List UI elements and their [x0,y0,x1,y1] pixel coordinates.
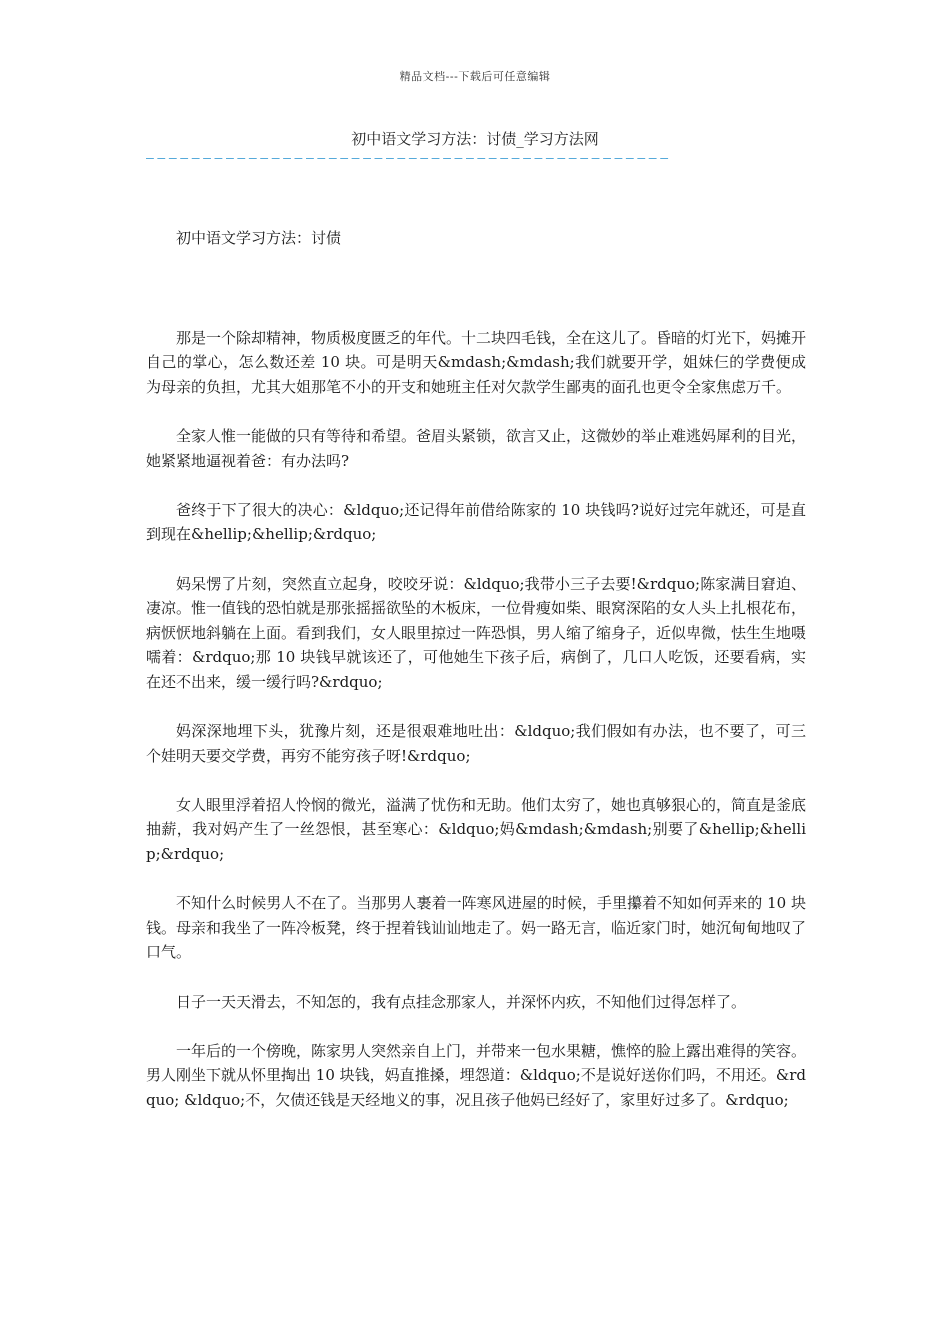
paragraph: 妈呆愣了片刻，突然直立起身，咬咬牙说：&ldquo;我带小三子去要!&rdquo;陈家满目窘迫、凄凉。惟一值钱的恐怕就是那张摇摇欲坠的木板床，一位骨瘦如柴、眼窝深陷的女人头上扎根花布，病恹恹地斜躺在上面。看到我们，女人眼里掠过一阵恐惧，男人缩了缩身子，近似卑微，怯生生地嗫嚅着：&rdquo;那 10 块钱早就该还了，可他她生下孩子后，病倒了，几口人吃饭，还要看病，实在还不出来，缓一缓行吗?&rdquo; [146,574,807,691]
header-note: 精品文档---下载后可任意编辑 [399,70,551,83]
paragraph: 女人眼里浮着招人怜悯的微光，溢满了忧伤和无助。他们太穷了，她也真够狠心的，简直是釜底抽薪，我对妈产生了一丝怨恨，甚至寒心：&ldquo;妈&mdash;&mdash;别要了&hellip;&hellip;&rdquo; [146,795,807,864]
paragraph: 一年后的一个傍晚，陈家男人突然亲自上门，并带来一包水果糖，憔悴的脸上露出难得的笑容。男人刚坐下就从怀里掏出 10 块钱，妈直推搡，埋怨道：&ldquo;不是说好送你们吗，不用还。&rdquo; &ldquo;不，欠债还钱是天经地义的事，况且孩子他妈已经好了，家里好过多了。&rdquo; [146,1041,807,1109]
paragraph: 爸终于下了很大的决心：&ldquo;还记得年前借给陈家的 10 块钱吗?说好过完年就还，可是直到现在&hellip;&hellip;&rdquo; [146,500,806,544]
paragraph: 妈深深地埋下头，犹豫片刻，还是很艰难地吐出：&ldquo;我们假如有办法，也不要了，可三个娃明天要交学费，再穷不能穷孩子呀!&rdquo; [146,722,806,765]
title-divider-rule: —————————————————————————————————————————————— [146,152,672,166]
paragraph: 全家人惟一能做的只有等待和希望。爸眉头紧锁，欲言又止，这微妙的举止难逃妈犀利的目光，她紧紧地逼视着爸：有办法吗? [146,426,807,470]
paragraph: 那是一个除却精神，物质极度匮乏的年代。十二块四毛钱，全在这儿了。昏暗的灯光下，妈摊开自己的掌心，怎么数还差 10 块。可是明天&mdash;&mdash;我们就要开学，姐妹仨的学费便成为母亲的负担，尤其大姐那笔不小的开支和她班主任对欠款学生鄙夷的面孔也更令全家焦虑万千。 [146,328,807,396]
article-subtitle: 初中语文学习方法：讨债 [176,229,342,247]
paragraph: 日子一天天滑去，不知怎的，我有点挂念那家人，并深怀内疚，不知他们过得怎样了。 [176,992,747,1011]
document-title: 初中语文学习方法：讨债_学习方法网 [351,130,599,148]
article-body [146,226,806,1137]
paragraph: 不知什么时候男人不在了。当那男人裹着一阵寒风进屋的时候，手里攥着不知如何弄来的 10 块钱。母亲和我坐了一阵冷板凳，终于捏着钱讪讪地走了。妈一路无言，临近家门时，她沉甸甸地叹了口气。 [146,894,807,962]
